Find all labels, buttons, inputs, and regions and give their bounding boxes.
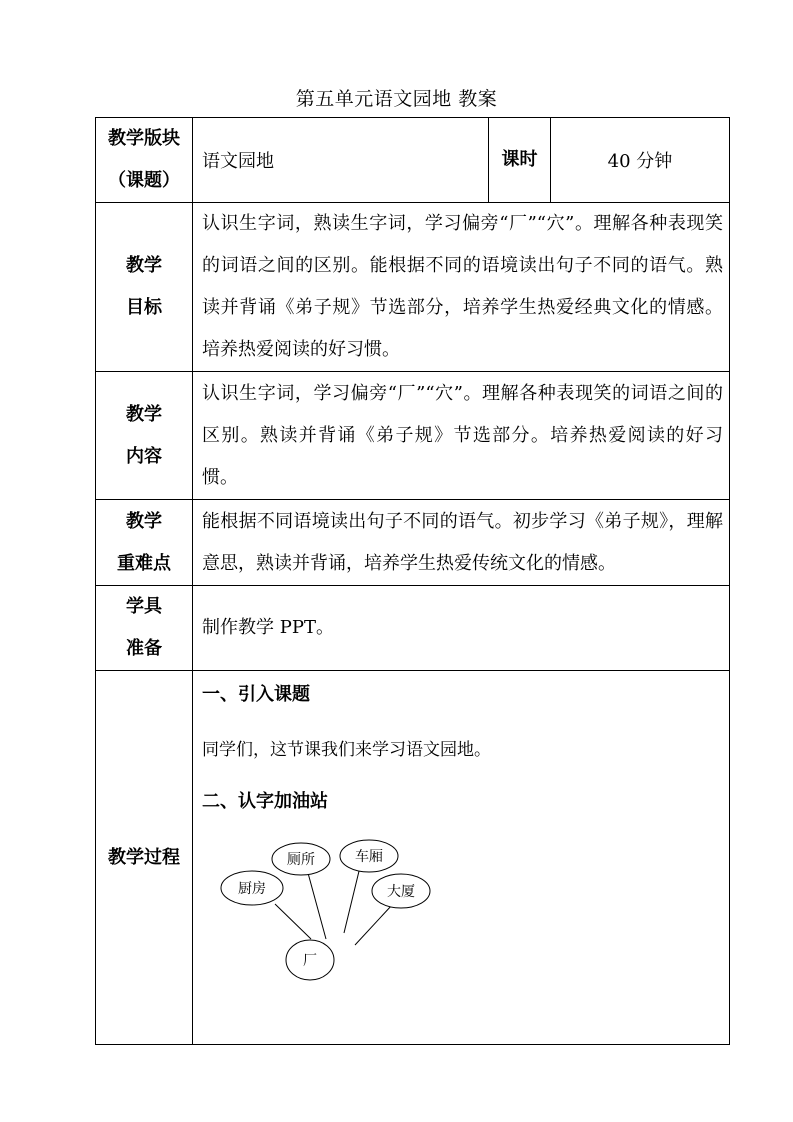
word-label: 大厦	[387, 884, 415, 900]
materials-label	[96, 586, 193, 671]
difficulty-label-line1: 教学	[126, 510, 162, 532]
radical-word-diagram	[193, 671, 733, 1043]
period-label: 课时	[489, 118, 551, 203]
materials-row	[96, 586, 730, 671]
content-label-line1: 教学	[126, 403, 162, 425]
content-text: 认识生字词，学习偏旁“厂”“穴”。理解各种表现笑的词语之间的区别。熟读并背诵《弟子规》节选部分。培养热爱阅读的好习惯。	[193, 372, 730, 500]
goals-text: 认识生字词，熟读生字词，学习偏旁“厂”“穴”。理解各种表现笑的词语之间的区别。能根据不同的语境读出句子不同的语气。熟读并背诵《弟子规》节选部分，培养学生热爱经典文化的情感。培养热爱阅读的好习惯。	[193, 203, 730, 372]
process-label: 教学过程	[96, 671, 193, 1045]
document-title: 第五单元语文园地 教案	[295, 88, 498, 110]
radical-label: 厂	[303, 953, 317, 969]
block-label-line2: （课题）	[108, 170, 180, 191]
difficulty-row	[96, 500, 730, 586]
header-row	[96, 118, 730, 203]
connector-line	[308, 873, 326, 939]
lesson-plan-table	[95, 117, 730, 1045]
word-label: 厨房	[238, 881, 266, 897]
difficulty-label	[96, 500, 193, 586]
content-label	[96, 372, 193, 500]
block-value: 语文园地	[193, 118, 489, 203]
difficulty-label-line2: 重难点	[117, 552, 171, 574]
content-row	[96, 372, 730, 500]
section1-text: 同学们，这节课我们来学习语文园地。	[202, 740, 491, 760]
goals-label	[96, 203, 193, 372]
block-label-cell	[96, 118, 193, 203]
process-row	[96, 671, 730, 1045]
period-value: 40 分钟	[551, 118, 730, 203]
difficulty-text: 能根据不同语境读出句子不同的语气。初步学习《弟子规》，理解意思，熟读并背诵，培养学生热爱传统文化的情感。	[193, 500, 730, 586]
goals-label-line1: 教学	[126, 255, 162, 276]
connector-line	[344, 867, 360, 933]
goals-row	[96, 203, 730, 372]
process-cell	[193, 671, 730, 1045]
content-label-line2: 内容	[126, 445, 162, 467]
connector-line	[355, 905, 392, 945]
materials-label-line2: 准备	[126, 638, 162, 659]
block-label-line1: 教学版块	[108, 128, 180, 149]
connector-line	[275, 904, 311, 939]
section2-heading: 二、认字加油站	[202, 791, 328, 812]
section1-heading: 一、引入课题	[202, 684, 310, 705]
word-label: 车厢	[355, 849, 383, 865]
goals-label-line2: 目标	[126, 297, 162, 318]
materials-label-line1: 学具	[126, 596, 162, 617]
word-label: 厕所	[287, 852, 315, 868]
materials-text: 制作教学 PPT。	[193, 586, 730, 671]
